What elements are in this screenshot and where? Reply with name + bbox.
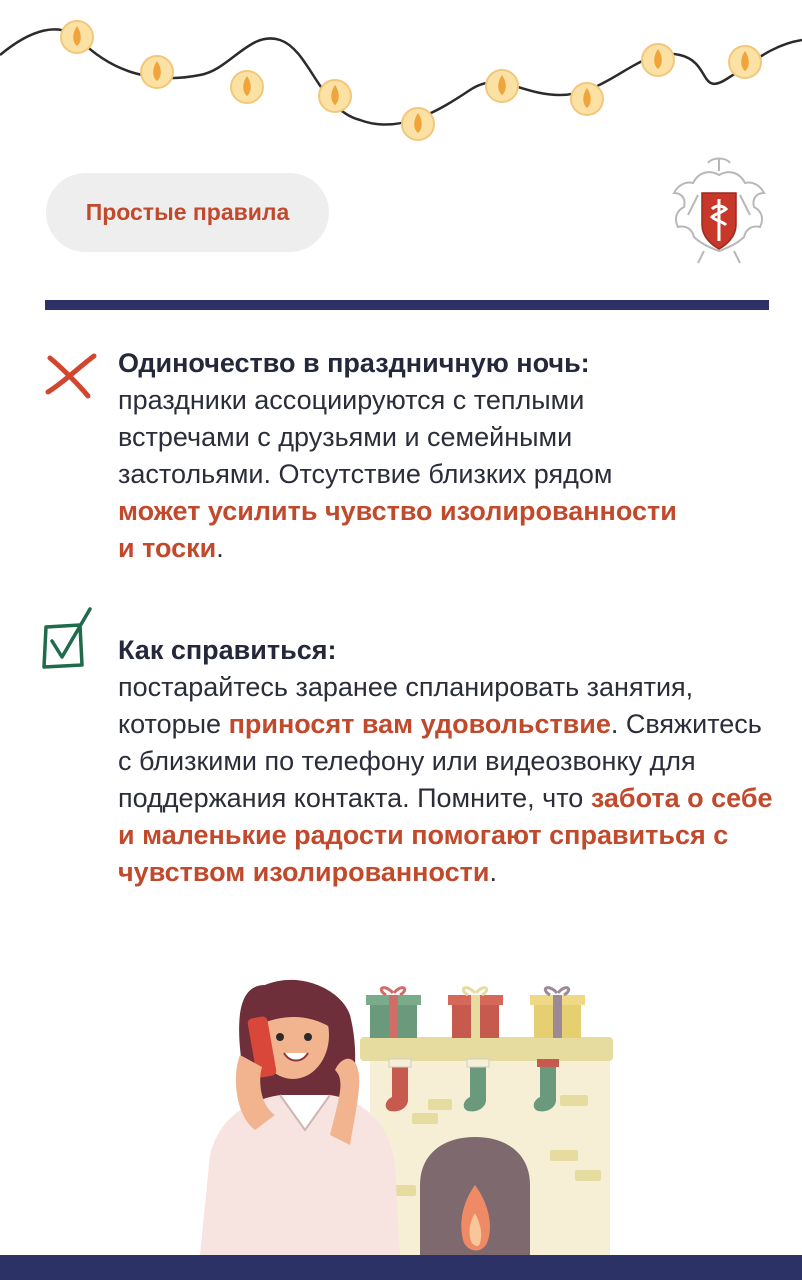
problem-block xyxy=(118,345,678,567)
problem-end: . xyxy=(216,533,224,563)
solution-end: . xyxy=(489,857,497,887)
problem-text: праздники ассоциируются с теплыми встречами с друзьями и семейными застольями. Отсутствие близких рядом xyxy=(118,385,613,489)
problem-highlight: может усилить чувство изолированности и тоски xyxy=(118,496,677,563)
woman-fireplace-illustration xyxy=(180,955,630,1255)
footer-bar xyxy=(0,1255,802,1280)
problem-title: Одиночество в праздничную ночь: xyxy=(118,348,590,378)
solution-text-1: постарайтесь заранее спланировать занятия, которые xyxy=(118,672,694,739)
rules-badge xyxy=(46,173,329,252)
section-divider xyxy=(45,300,769,310)
ministry-emblem-icon xyxy=(668,155,770,267)
solution-highlight-1: приносят вам удовольствие xyxy=(228,709,611,739)
checkbox-icon xyxy=(40,605,96,669)
solution-text-2: . Свяжитесь с близкими по телефону или видеозвонку для поддержания контакта. Помните, что xyxy=(118,709,762,813)
solution-title: Как справиться: xyxy=(118,635,337,665)
garland-decoration xyxy=(0,0,802,160)
solution-block xyxy=(118,632,778,891)
cross-icon xyxy=(44,350,98,400)
solution-highlight-2: забота о себе и маленькие радости помогают справиться с чувством изолированности xyxy=(118,783,773,887)
rules-badge-label: Простые правила xyxy=(85,199,290,225)
